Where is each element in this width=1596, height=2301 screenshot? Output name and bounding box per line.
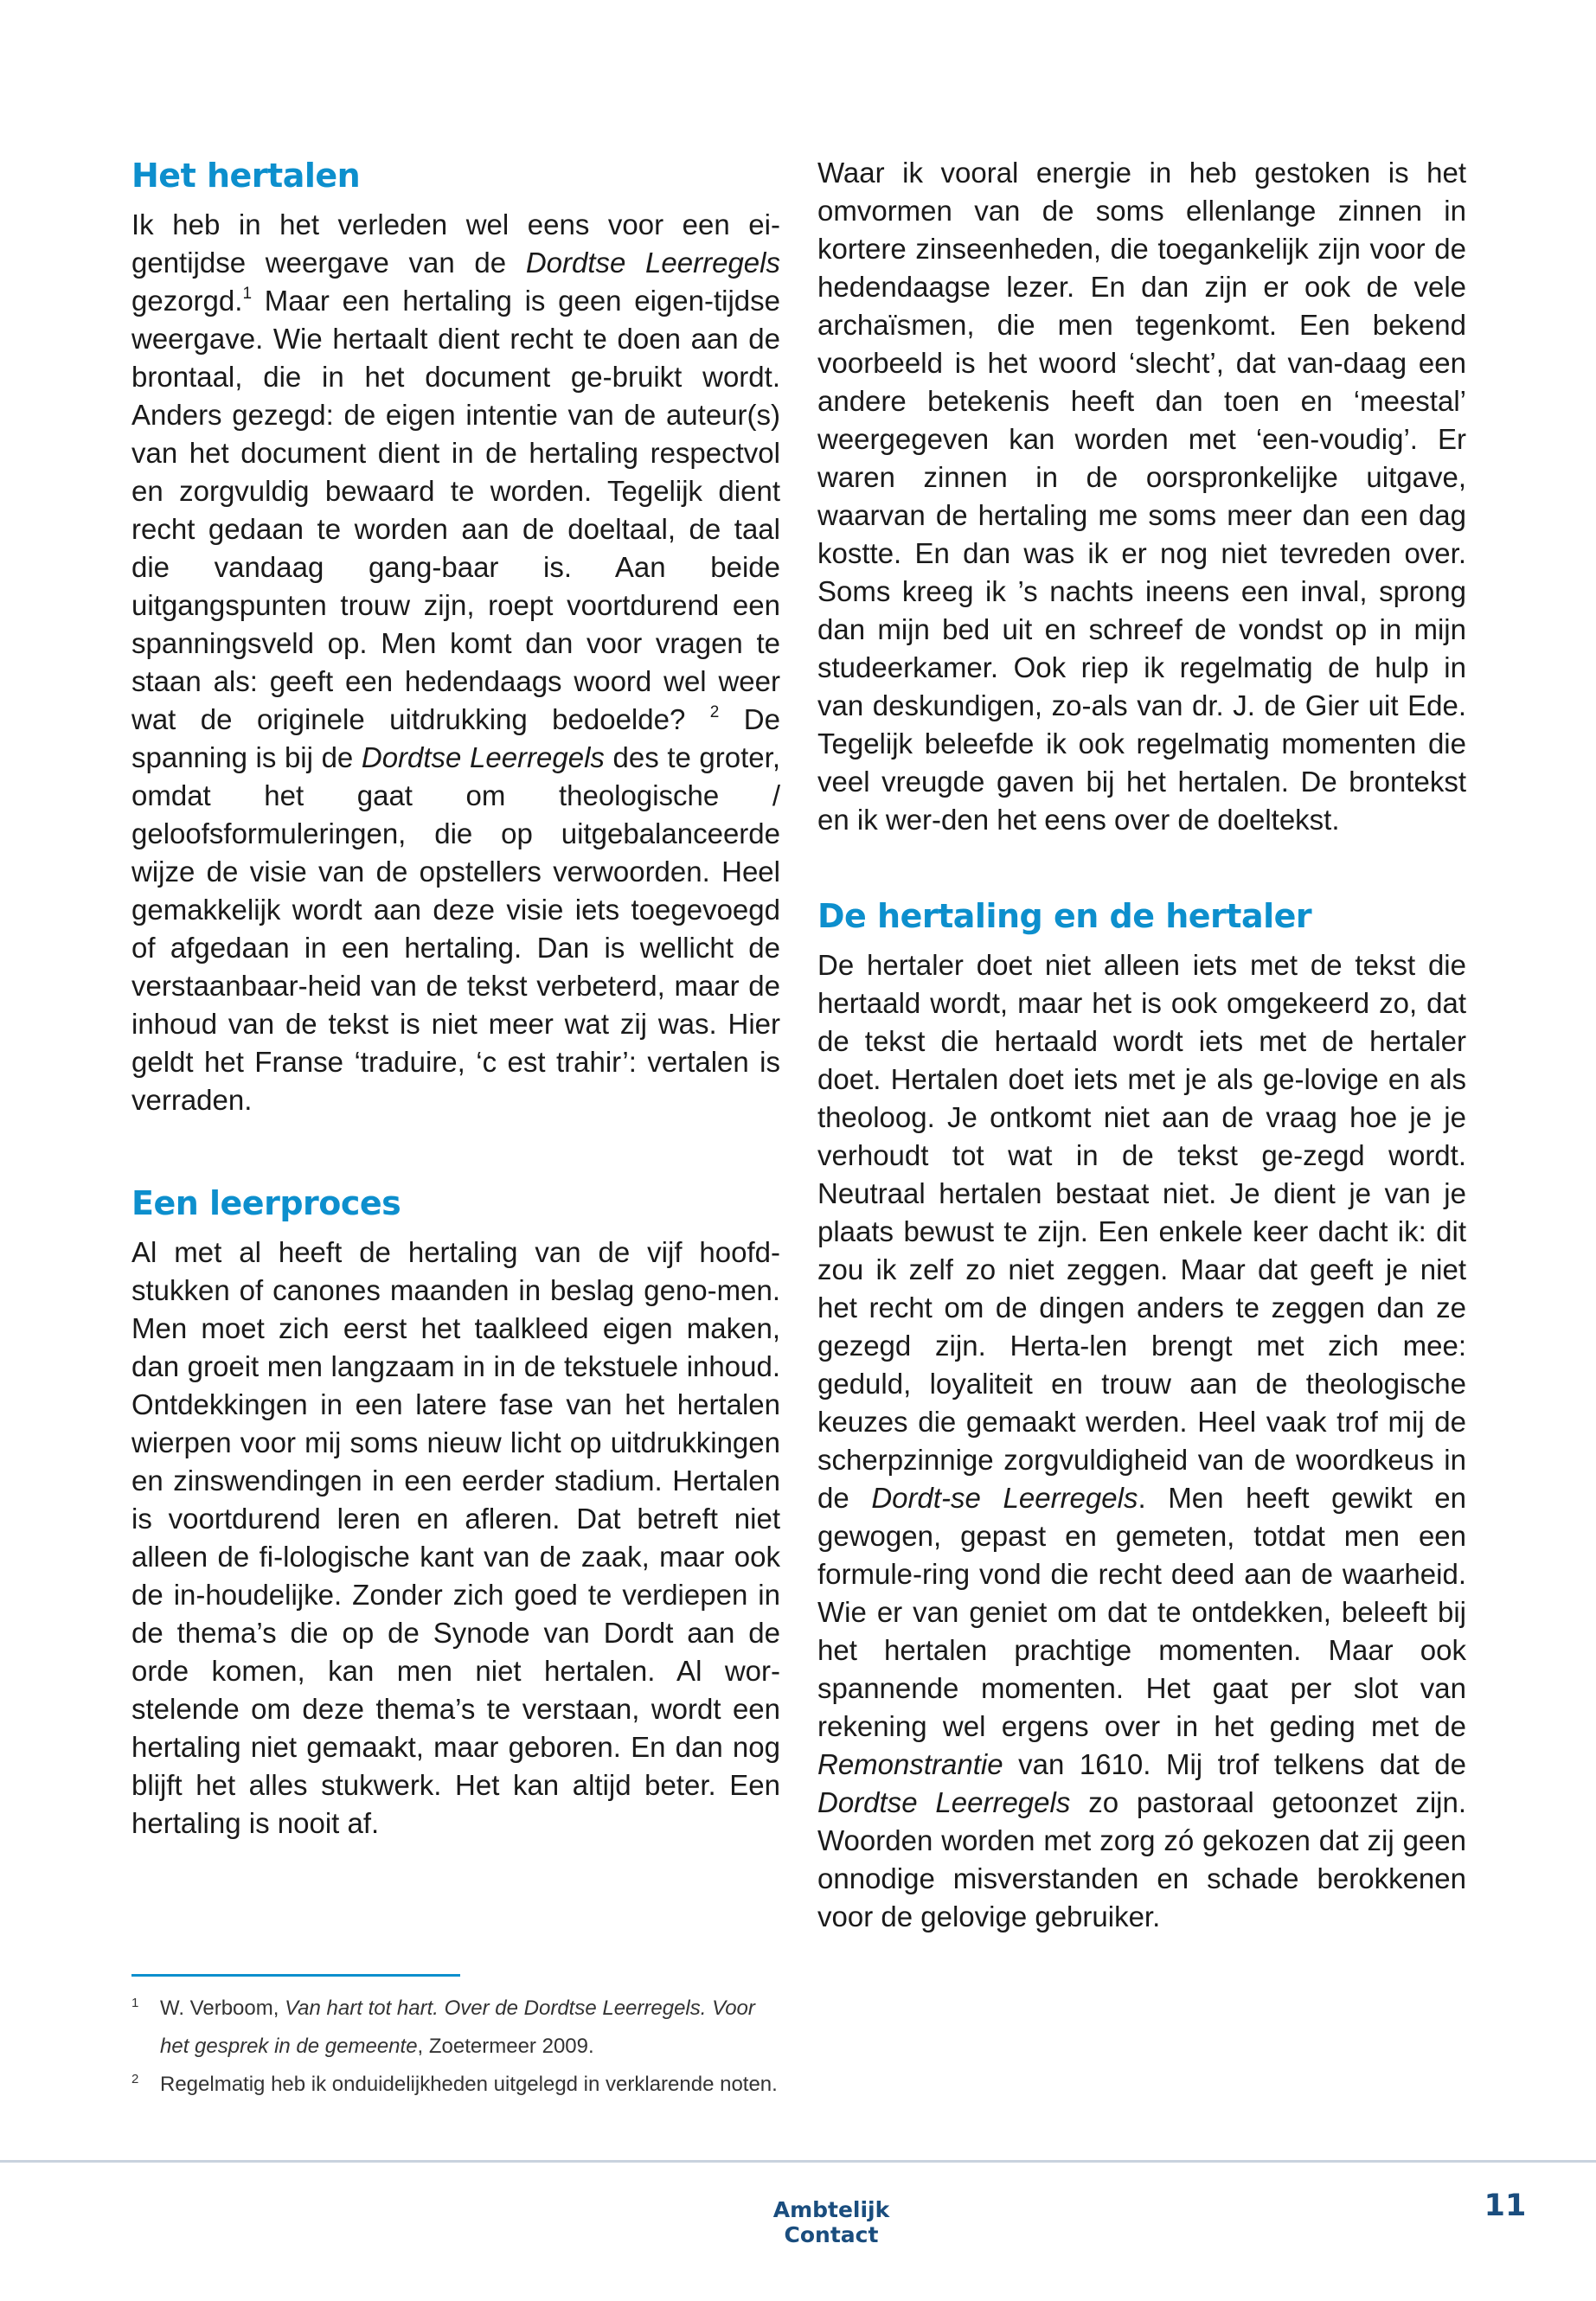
left-column — [131, 156, 780, 1843]
paragraph-het-hertalen: Ik heb in het verleden wel eens voor een ei-gentijdse weergave van de Dordtse Leerregels gezorgd.$^1$ Maar een hertaling is geen eigen-tijdse weergave. Wie hertaalt dient recht te doen aan de brontaal, die in het document ge-bruikt wordt. Anders gezegd: de eigen intentie van de auteur(s) van het document dient in de hertaling respectvol en zorgvuldig bewaard te worden. Tegelijk dient recht gedaan te worden aan de doeltaal, de taal die vandaag gang-baar is. Aan beide uitgangspunten trouw zijn, roept voortdurend een spanningsveld op. Men komt dan voor vragen te staan als: geeft een hedendaags woord wel weer wat de originele uitdrukking bedoelde? $^2$ De spanning is bij de Dordtse Leerregels des te groter, omdat het gaat om theologische / geloofsformuleringen, die op uitgebalanceerde wijze de visie van de opstellers verwoorden. Heel gemakkelijk wordt aan deze visie iets toegevoegd of afgedaan in een hertaling. Dan is wellicht de verstaanbaar-heid van de tekst verbeterd, maar de inhoud van de tekst is niet meer wat zij was. Hier geldt het Franse ‘traduire, ‘c est trahir’: vertalen is verraden. — [131, 208, 780, 1116]
footnote-2: 2 Regelmatig heb ik onduidelijkheden uitgelegd in verklarende noten. — [131, 2072, 778, 2096]
heading-een-leerproces: Een leerproces — [131, 1184, 401, 1222]
footnote-1: 1 W. Verboom, Van hart tot hart. Over de Dordtse Leerregels. Voor het gesprek in de gemeente, Zoetermeer 2009. — [131, 1996, 755, 2058]
magazine-title: Ambtelijk Contact — [772, 2197, 890, 2247]
footer-divider — [0, 2160, 1596, 2163]
paragraph-energie: Waar ik vooral energie in heb gestoken is het omvormen van de soms ellenlange zinnen in kortere zinseenheden, die toegankelijk zijn voor de hedendaagse lezer. En dan zijn er ook de vele archaïsmen, die men tegenkomt. Een bekend voorbeeld is het woord ‘slecht’, dat van-daag een andere betekenis heeft dan toen en ‘meestal’ weergegeven kan worden met ‘een-voudig’. Er waren zinnen in de oorspronkelijke uitgave, waarvan de hertaling me soms meer dan een dag kostte. En dan was ik er nog niet tevreden over. Soms kreeg ik ’s nachts ineens een inval, sprong dan mijn bed uit en schreef de vondst op in mijn studeerkamer. Ook riep ik regelmatig de hulp in van deskundigen, zo-als van dr. J. de Gier uit Ede. Tegelijk beleefde ik ook regelmatig momenten die veel vreugde gaven bij het hertalen. De brontekst en ik wer-den het eens over de doeltekst. — [817, 157, 1466, 836]
footnote-ref-1: 1 — [242, 285, 253, 303]
page-number: 11 — [1484, 2189, 1527, 2223]
paragraph-de-hertaler: De hertaler doet niet alleen iets met de tekst die hertaald wordt, maar het is ook omgekeerd zo, dat de tekst die hertaald wordt iets met de hertaler doet. Hertalen doet iets met je als ge-lovige en als theoloog. Je ontkomt niet aan de vraag hoe je je verhoudt tot wat in de tekst ge-zegd wordt. Neutraal hertalen bestaat niet. Je dient je van je plaats bewust te zijn. Een enkele keer dacht ik: dit zou ik zelf zo niet zeggen. Maar dat geeft je niet het recht om de dingen anders te zeggen dan ze gezegd zijn. Herta-len brengt met zich mee: geduld, loyaliteit en trouw aan de theologische keuzes die gemaakt werden. Heel vaak trof mij de scherpzinnige zorgvuldigheid van de woordkeus in de Dordt-se Leerregels. Men heeft gewikt en gewogen, gepast en gemeten, totdat men een formule-ring vond die recht deed aan de waarheid. Wie er van geniet om dat te ontdekken, beleeft bij het hertalen prachtige momenten. Maar ook spannende momenten. Het gaat per slot van rekening wel ergens over in het geding met de Remonstrantie van 1610. Mij trof telkens dat de Dordtse Leerregels zo pastoraal getoonzet zijn. Woorden worden met zorg zó gekozen dat zij geen onnodige misverstanden en schade berokkenen voor de gelovige gebruiker. — [817, 949, 1467, 1932]
footnotes — [131, 1990, 789, 2104]
heading-de-hertaling-en-de-hertaler: De hertaling en de hertaler — [817, 897, 1312, 935]
paragraph-een-leerproces: Al met al heeft de hertaling van de vijf hoofd-stukken of canones maanden in beslag geno-men. Men moet zich eerst het taalkleed eigen maken, dan groeit men langzaam in in de tekstuele inhoud. Ontdekkingen in een latere fase van het hertalen wierpen voor mij soms nieuw licht op uitdrukkingen en zinswendingen in een eerder stadium. Hertalen is voortdurend leren en afleren. Dat betreft niet alleen de fi-lologische kant van de zaak, maar ook de in-houdelijke. Zonder zich goed te verdiepen in de thema’s die op de Synode van Dordt aan de orde komen, kan men niet hertalen. Al wor-stelende om deze thema’s te verstaan, wordt een hertaling niet gemaakt, maar geboren. En dan nog blijft het alles stukwerk. Het kan altijd beter. Een hertaling is nooit af. — [131, 1236, 780, 1839]
right-column — [817, 154, 1466, 1936]
footnote-divider — [131, 1974, 460, 1977]
heading-het-hertalen: Het hertalen — [131, 157, 361, 195]
footnote-ref-2: 2 — [709, 703, 720, 721]
